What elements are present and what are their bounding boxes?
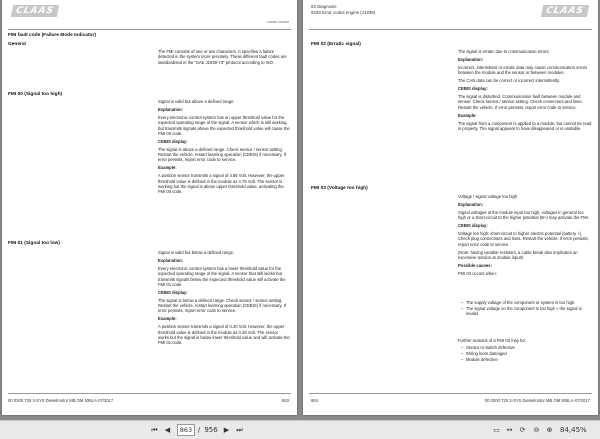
zoom-level[interactable]: 84,45%	[560, 426, 587, 434]
list-item: – Sensor or switch defective	[461, 345, 592, 350]
list-item: – Wiring loom damaged	[461, 351, 592, 356]
fmi03-further-label: Further reasons of a FMI 03 may be:	[458, 338, 526, 343]
fmi00-explanation-label: Explanation:	[158, 106, 184, 112]
rotate-icon[interactable]: ⟳	[519, 426, 526, 434]
footer-rule	[8, 393, 291, 394]
fmi00-cebis-label: CEBIS display:	[158, 138, 188, 144]
header-rule	[8, 29, 291, 30]
page-title: FMI fault code (Failure Mode Indicator)	[8, 33, 96, 38]
section-heading-fmi03: FMI 03 (Voltage too high)	[311, 186, 368, 191]
fmi01-body	[158, 250, 290, 348]
fmi03-causes-label: Possible causes:	[458, 263, 492, 268]
page-number-input[interactable]: 863	[177, 424, 195, 436]
section-heading-fmi00: FMI 00 (Signal too high)	[8, 92, 63, 97]
fmi00-example: A position sensor transmits a signal of 4.85 Volt. However, the upper threshold value is defined in the module as 4.75 Volt. The sensor is working but the signal is above upper threshold value, activating the FMI 00 code.	[158, 173, 285, 195]
list-item: – Module defective	[461, 357, 592, 362]
fmi03-explanation: Signal voltages at the module input too high, voltages in general too high or a short-circuit to the higher potential (B+) may activate the FMI.	[458, 209, 589, 221]
header-chapter: 92 Diagnosis	[311, 4, 337, 9]
page-separator: /	[197, 426, 201, 434]
fmi02-explanation-label: Explanation:	[458, 56, 484, 62]
claas-logo: CLAAS	[541, 5, 589, 17]
fmi01-cebis-label: CEBIS display:	[158, 289, 188, 295]
fmi02-body	[458, 49, 592, 134]
fmi02-cebis-label: CEBIS display:	[458, 86, 488, 92]
fmi03-causes-intro: FMI 03 occurs when:	[458, 270, 497, 276]
page-total: 956	[204, 426, 218, 434]
first-page-icon[interactable]: ⏮	[151, 426, 158, 434]
footer-rule	[309, 393, 592, 394]
general-paragraph: The FMI consists of one or two characters. It specifies a failure detected in the system more precisely. These different fault codes are standardised in the "SAE J1939-73" protocol according to ISO.	[158, 49, 287, 65]
fmi00-example-label: Example:	[158, 165, 177, 171]
next-page-icon[interactable]: ▶	[223, 426, 230, 434]
fmi03-cebis-label: CEBIS display:	[458, 223, 488, 229]
fmi01-explanation: Every electronic control system has a lower threshold value for the expected operating range of the signal. A sensor that still works but transmits signals below the expected threshold value will activate the FMI 01 code.	[158, 265, 286, 287]
header-section: 9228 Error codes engine (J1939)	[311, 9, 376, 15]
fmi01-cebis: The signal is below a defined range. Check sensor / sensor setting. Restart the vehicle, restart learning operation (CEBIS) if necessary. If error persists, report error code to service.	[158, 297, 286, 314]
fmi00-body	[158, 99, 290, 197]
list-item: – The signal voltage on the component is too high ≈ the signal is invalid	[461, 306, 592, 317]
fmi03-note: (Note: having variable resistors, a cable break also implicates an excessive tension at module input!)	[458, 249, 578, 261]
fmi03-body	[458, 194, 592, 279]
fmi03-intro: Voltage / signal voltage too high	[458, 194, 518, 199]
fmi01-example-label: Example:	[158, 316, 177, 322]
footer-doc-id: 00 0300 725 2-SYS Dieselmotor MB OM 936LA-07/2017	[8, 398, 114, 403]
fit-width-icon[interactable]: ↔	[506, 426, 513, 434]
section-heading-fmi02: FMI 02 (Erratic signal)	[311, 42, 361, 47]
page-863	[2, 0, 297, 415]
prev-page-icon[interactable]: ◀	[164, 426, 171, 434]
fmi02-explanation2: The CAN data can be correct or incorrect intermittently.	[458, 78, 561, 84]
header-rule	[309, 29, 592, 30]
fmi02-explanation: Incorrect, intermittent or erratic data may cause communication errors between the module and the sensor or between modules.	[458, 64, 588, 76]
last-page-icon[interactable]: ⏭	[236, 426, 243, 434]
list-item: – The supply voltage of the component or system is too high.	[461, 300, 592, 305]
viewer-toolbar	[0, 420, 600, 439]
fmi03-causes-list	[461, 300, 592, 317]
fmi03-explanation-label: Explanation:	[458, 201, 484, 207]
fmi02-intro: The signal is erratic due to communication errors.	[458, 49, 550, 54]
page-864	[303, 0, 598, 415]
doc-code: 120049 V4/4466	[266, 20, 289, 24]
fmi01-explanation-label: Explanation:	[158, 257, 184, 263]
claas-logo: CLAAS	[11, 5, 59, 17]
general-text	[158, 49, 290, 68]
fmi00-cebis: The signal is above a defined range. Check sensor / sensor setting. Restart the vehicle, restart learning operation (CEBIS) if necessary. If error persists, report error code to service.	[158, 146, 286, 163]
fit-page-icon[interactable]: ▭	[493, 426, 500, 434]
fmi02-cebis: The signal is disturbed. Communication fault between module and sensor. Check sensor / sensor setting. Check connectors and lines. Restart the vehicle. If error persists, report error code to service.	[458, 94, 583, 110]
page-number: 864	[311, 398, 318, 403]
page-number: 863	[282, 398, 289, 403]
section-heading-general: General	[8, 42, 26, 47]
zoom-in-icon[interactable]: ⊕	[546, 426, 553, 434]
fmi03-cebis: Voltage too high; short-circuit to higher electric potential (battery +). Check plug connections and lines. Restart the vehicle. If error persists, report error code to service.	[458, 231, 589, 247]
zoom-out-icon[interactable]: ⊖	[533, 426, 540, 434]
fmi01-intro: Signal is valid but below a defined range.	[158, 250, 235, 255]
fmi02-example: The signal from a component is applied to a module, but cannot be read in properly. The signal appears to have disappeared or is unstable.	[458, 120, 592, 131]
footer-doc-id: 00 0300 725 2-SYS Dieselmotor MB OM 936LA-07/2017	[484, 398, 590, 403]
fmi00-explanation: Every electronic control system has an upper threshold value for the expected operating range of the signal. A sensor which is still working, but transmits signals above the expected threshold value will cause the FMI 00 code.	[158, 114, 290, 136]
section-heading-fmi01: FMI 01 (Signal too low)	[8, 241, 60, 246]
fmi01-example: A position sensor transmits a signal of 0.20 Volt. However, the upper threshold value is defined in the module as 0.25 Volt. The sensor works but the signal is below lower threshold value and will activate the FMI 01 code.	[158, 324, 290, 346]
fmi00-intro: Signal is valid but above a defined range.	[158, 99, 235, 104]
fmi03-further-list	[461, 345, 592, 363]
running-header	[311, 4, 375, 15]
fmi02-example-label: Example:	[458, 112, 477, 118]
